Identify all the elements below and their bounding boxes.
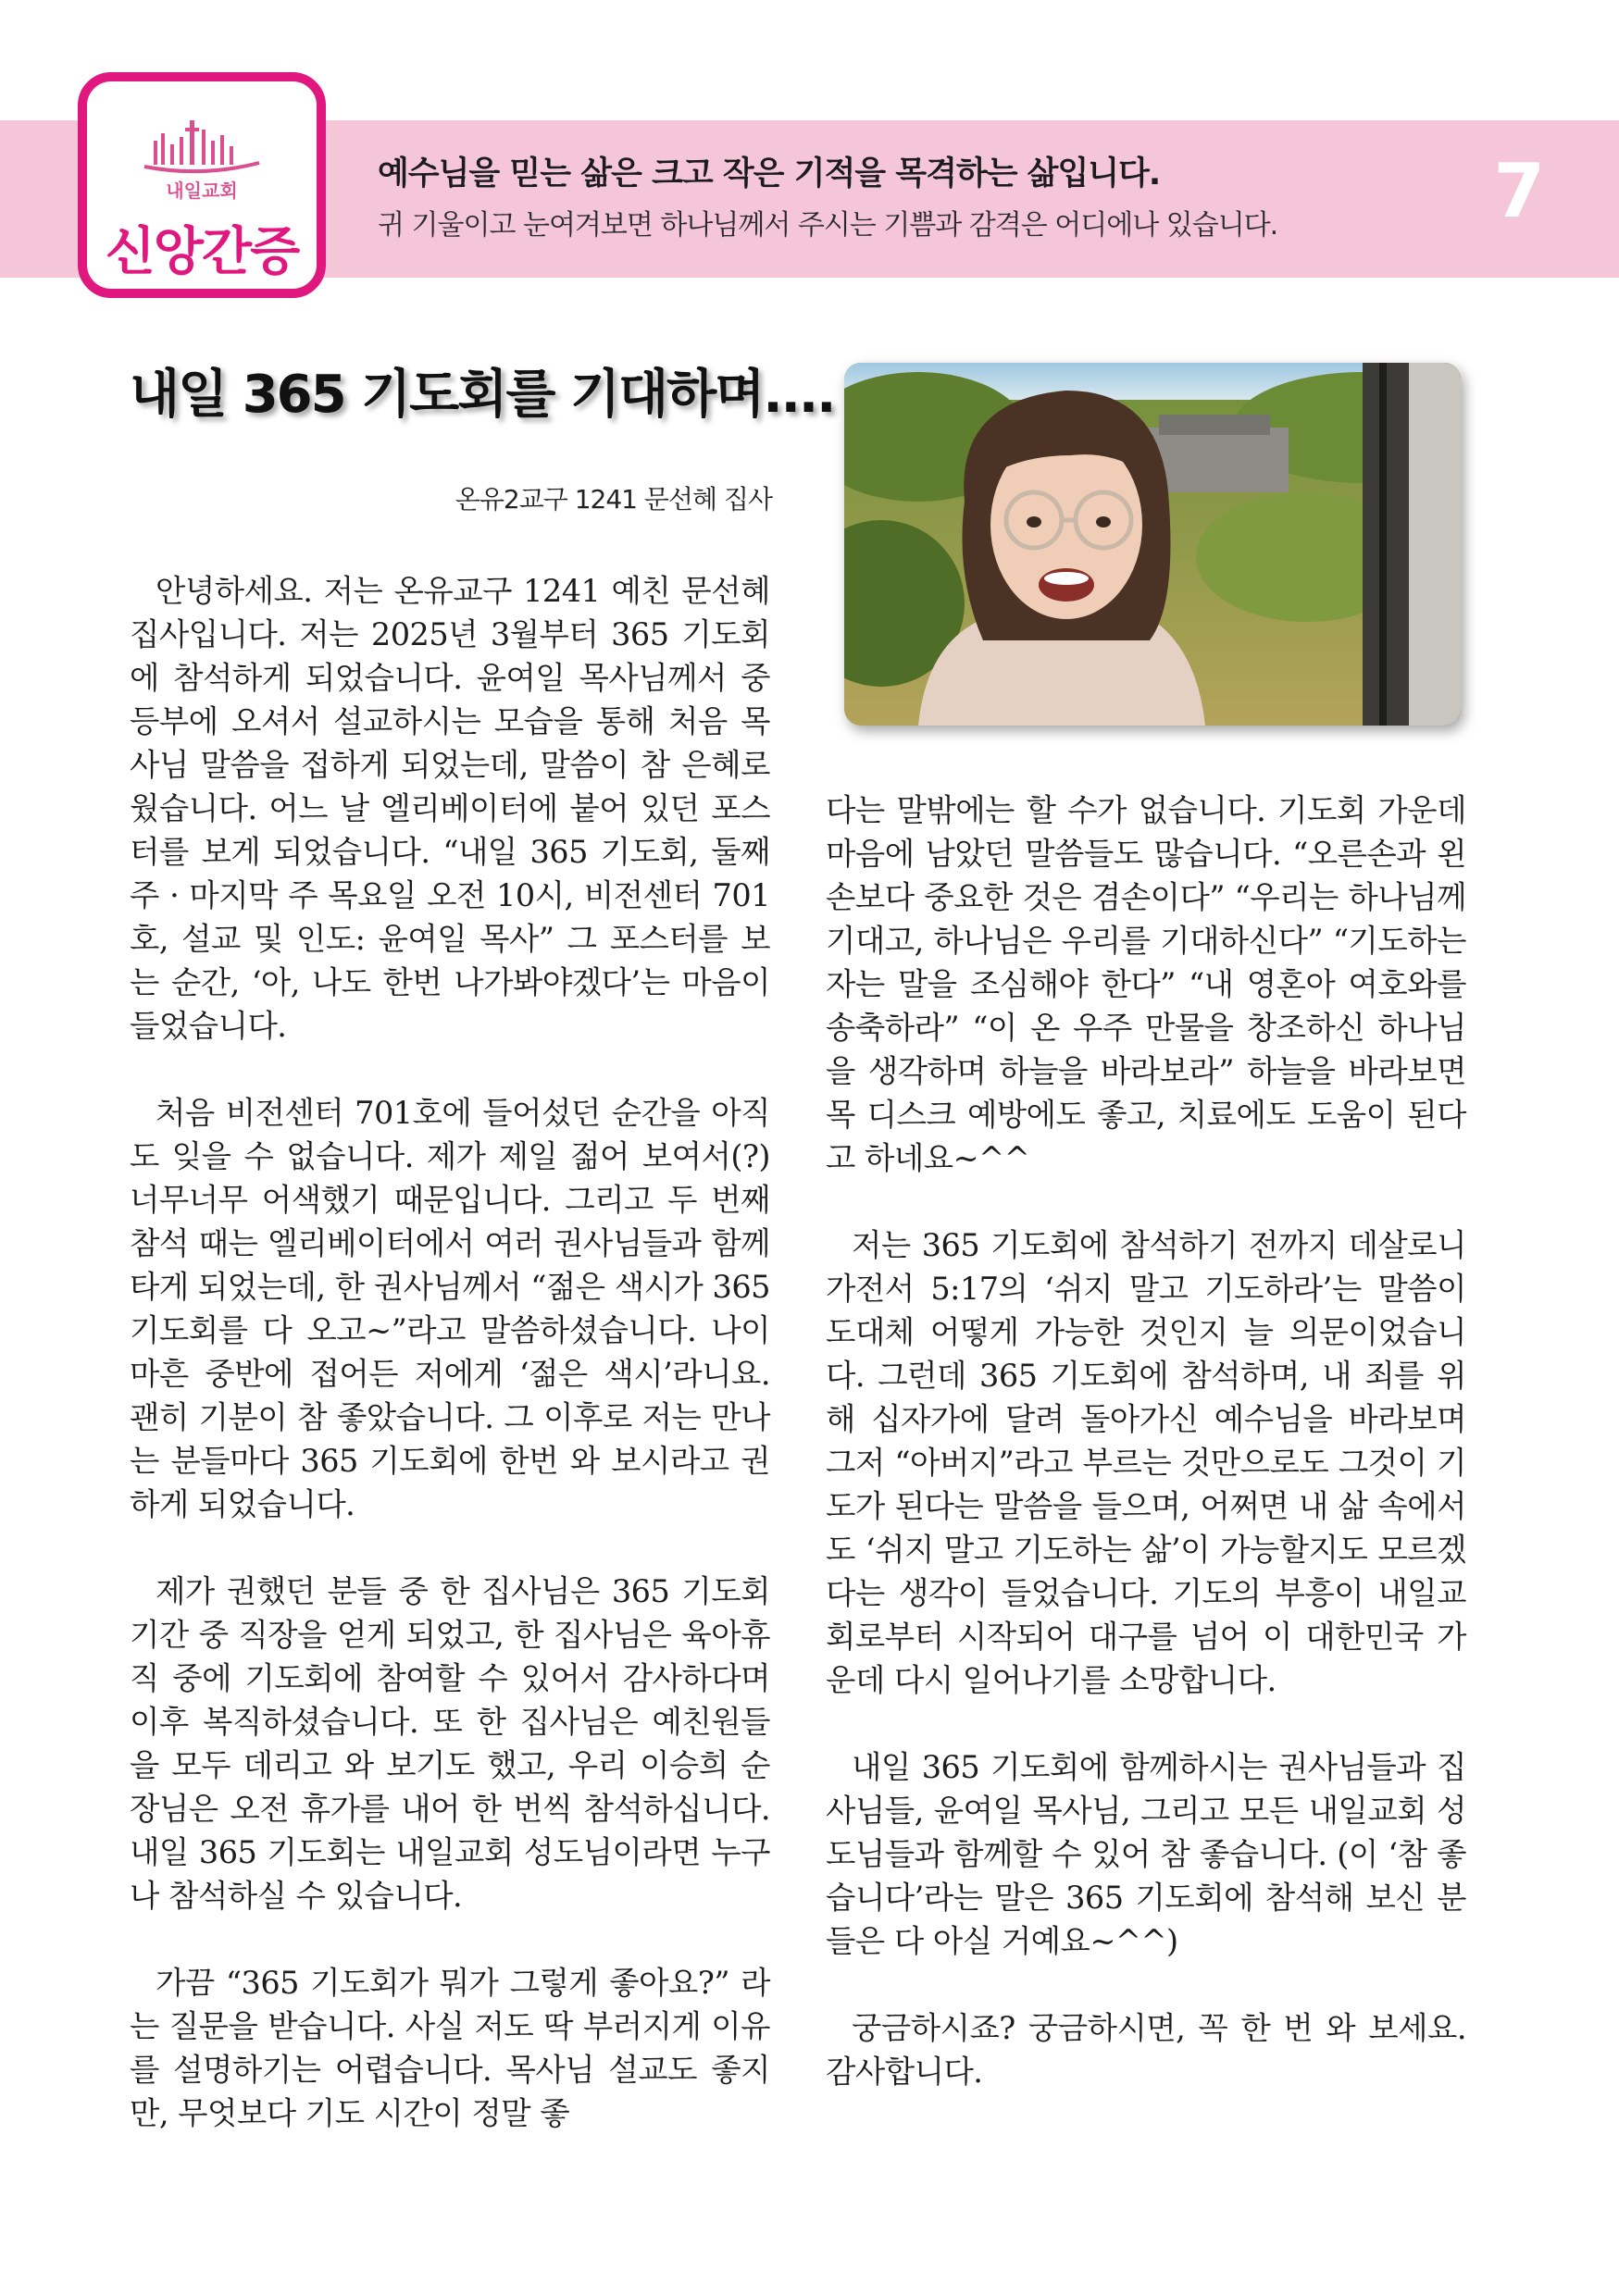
author-photo (844, 363, 1461, 726)
paragraph: 다는 말밖에는 할 수가 없습니다. 기도회 가운데 마음에 남았던 말씀들도 많습니다. “오른손과 왼손보다 중요한 것은 겸손이다” “우리는 하나님께 기대고, 하나님은 우리를 기대하신다” “기도하는 자는 말을 조심해야 한다” “내 영혼아 여호와를 송축하라” “이 온 우주 만물을 창조하신 하나님을 생각하며 하늘을 바라보라” 하늘을 바라보면 목 디스크 예방에도 좋고, 치료에도 도움이 된다고 하네요~^^ (826, 792, 1466, 1176)
paragraph: 처음 비전센터 701호에 들어섰던 순간을 아직도 잊을 수 없습니다. 제가 제일 젊어 보여서(?) 너무너무 어색했기 때문입니다. 그리고 두 번째 참석 때는 엘리베이터에서 여러 권사님들과 함께 타게 되었는데, 한 권사님께서 “젊은 색시가 365 기도회를 다 오고~”라고 말씀하셨습니다. 나이 마흔 중반에 접어든 저에게 ‘젊은 색시’라니요. 괜히 기분이 참 좋았습니다. 그 이후로 저는 만나는 분들마다 365 기도회에 한번 와 보시라고 권하게 되었습니다. (130, 1095, 770, 1522)
paragraph: 안녕하세요. 저는 온유교구 1241 예친 문선혜 집사입니다. 저는 2025년 3월부터 365 기도회에 참석하게 되었습니다. 윤여일 목사님께서 중등부에 오셔서 설교하시는 모습을 통해 처음 목사님 말씀을 접하게 되었는데, 말씀이 참 은혜로웠습니다. 어느 날 엘리베이터에 붙어 있던 포스터를 보게 되었습니다. “내일 365 기도회, 둘째 주 · 마지막 주 목요일 오전 10시, 비전센터 701호, 설교 및 인도: 윤여일 목사” 그 포스터를 보는 순간, ‘아, 나도 한번 나가봐야겠다’는 마음이 들었습니다. (130, 573, 770, 1044)
badge-title: 신앙간증 (105, 222, 299, 282)
paragraph: 내일 365 기도회에 함께하시는 권사님들과 집사님들, 윤여일 목사님, 그리고 모든 내일교회 성도님들과 함께할 수 있어 참 좋습니다. (이 ‘참 좋습니다’라는 말은 365 기도회에 참석해 보신 분들은 다 아실 거예요~^^) (826, 1749, 1466, 1959)
banner-subline: 귀 기울이고 눈여겨보면 하나님께서 주시는 기쁨과 감격은 어디에나 있습니다. (378, 209, 1278, 242)
banner-headline: 예수님을 믿는 삶은 크고 작은 기적을 목격하는 삶입니다. (378, 155, 1161, 192)
right-column (826, 788, 1466, 2137)
logo-text: 내일교회 (166, 180, 238, 202)
section-badge (78, 72, 326, 298)
paragraph: 궁금하시죠? 궁금하시면, 꼭 한 번 와 보세요. 감사합니다. (826, 2010, 1466, 2090)
page-number: 7 (1493, 148, 1545, 234)
article-title: 내일 365 기도회를 기대하며.... (130, 365, 835, 425)
left-column (130, 569, 770, 2178)
church-logo-icon (87, 109, 317, 202)
paragraph: 제가 권했던 분들 중 한 집사님은 365 기도회 기간 중 직장을 얻게 되었고, 한 집사님은 육아휴직 중에 기도회에 참여할 수 있어서 감사하다며 이후 복직하셨습니다. 또 한 집사님은 예친원들을 모두 데리고 와 보기도 했고, 우리 이승희 순장님은 오전 휴가를 내어 한 번씩 참석하십니다. 내일 365 기도회는 내일교회 성도님이라면 누구나 참석하실 수 있습니다. (130, 1573, 770, 1914)
paragraph: 가끔 “365 기도회가 뭐가 그렇게 좋아요?” 라는 질문을 받습니다. 사실 저도 딱 부러지게 이유를 설명하기는 어렵습니다. 목사님 설교도 좋지만, 무엇보다 기도 시간이 정말 좋 (130, 1965, 770, 2131)
paragraph: 저는 365 기도회에 참석하기 전까지 데살로니가전서 5:17의 ‘쉬지 말고 기도하라’는 말씀이 도대체 어떻게 가능한 것인지 늘 의문이었습니다. 그런데 365 기도회에 참석하며, 내 죄를 위해 십자가에 달려 돌아가신 예수님을 바라보며 그저 “아버지”라고 부르는 것만으로도 그것이 기도가 된다는 말씀을 들으며, 어쩌면 내 삶 속에서도 ‘쉬지 말고 기도하는 삶’이 가능할지도 모르겠다는 생각이 들었습니다. 기도의 부흥이 내일교회로부터 시작되어 대구를 넘어 이 대한민국 가운데 다시 일어나기를 소망합니다. (826, 1227, 1466, 1698)
article-byline: 온유2교구 1241 문선혜 집사 (455, 484, 772, 515)
